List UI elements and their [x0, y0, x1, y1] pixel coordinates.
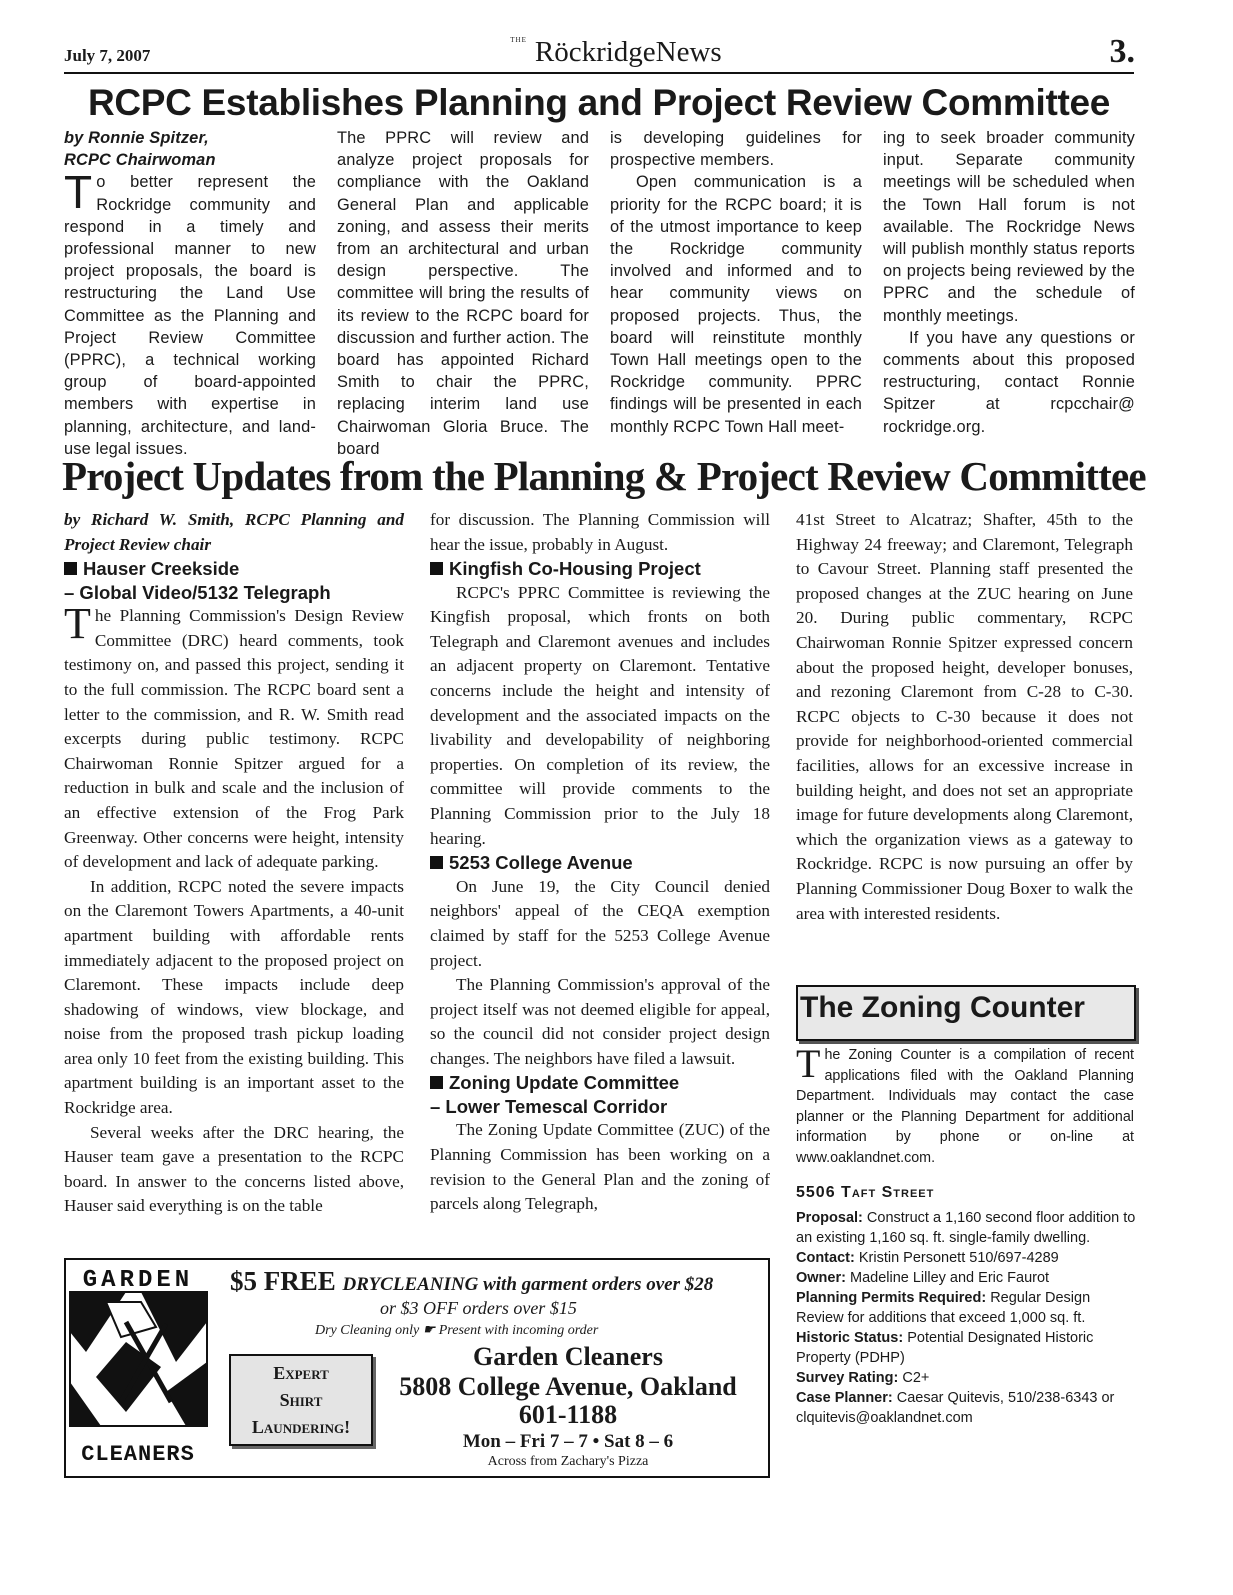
badge-line: Laundering! [251, 1417, 351, 1437]
ad-subline-small: Dry Cleaning only ☛ Present with incoming order [315, 1323, 599, 1338]
masthead [470, 36, 770, 69]
zoning-item [796, 1288, 1136, 1328]
article2-paragraph: Several weeks after the DRC hearing, the Hauser team gave a presentation to the RCPC board. In answer to the concerns listed above, Hauser said everything is on the table [64, 1122, 404, 1216]
zoning-item-value: Regular Design Review for additions that exceed 1,000 sq. ft. [796, 1290, 1091, 1326]
page-number: 3. [1109, 33, 1135, 70]
subhead-kingfish [430, 557, 770, 581]
business-landmark: Across from Zachary's Pizza [487, 1454, 649, 1469]
zoning-item [796, 1328, 1136, 1368]
zoning-address-text: 5506 Taft Street [796, 1184, 935, 1201]
ad-promo-rest: DRYCLEANING with garment orders over $28 [342, 1274, 714, 1295]
zoning-counter-title: The Zoning Counter [800, 991, 1085, 1024]
zoning-address [796, 1184, 934, 1202]
zoning-item-label: Historic Status: [796, 1330, 904, 1346]
subhead-text: Zoning Update Committee [449, 1072, 680, 1094]
article1-paragraph: is developing guidelines for prospective members. [610, 129, 862, 170]
bullet-square-icon [430, 1076, 443, 1089]
article2-paragraph: The Planning Commission's approval of the project itself was not deemed eligible for appeal, so the council did not consider project design changes. The neighbors have filed a lawsuit. [430, 975, 770, 1068]
article1-paragraph: Open communication is a priority for the RCPC board; it is of the utmost importance to keep the Rockridge community involved and informed and to hear community views on proposed projects. Thus, the board will reinstitute monthly Town Hall meetings open to the Rockridge community. PPRC findings will be presented in each monthly RCPC Town Hall meet- [610, 173, 862, 436]
article1-column-2 [337, 127, 589, 460]
zoning-item-value: Kristin Personett 510/697-4289 [858, 1250, 1059, 1266]
bullet-square-icon [430, 562, 443, 575]
bullet-square-icon [64, 562, 77, 575]
zoning-item-value: C2+ [902, 1370, 930, 1386]
zoning-counter-intro [796, 1041, 1134, 1168]
drop-cap: T [64, 166, 93, 219]
zoning-item [796, 1268, 1136, 1288]
masthead-title: RöckridgeNews [534, 36, 722, 68]
article2-byline: by Richard W. Smith, RCPC Planning and Project Review chair [64, 510, 404, 554]
article1-column-4 [883, 127, 1135, 438]
drop-cap: T [64, 599, 91, 649]
article1-text: If you have any questions or comments about this proposed restructuring, contact Ronnie Spitzer at [883, 328, 1135, 414]
zoning-item-value: Potential Designated Historic Property (PDHP) [796, 1330, 1094, 1366]
article1-byline-name: by Ronnie Spitzer, [64, 129, 209, 147]
zoning-item [796, 1248, 1136, 1268]
subhead-text: Kingfish Co-Housing Project [449, 558, 701, 580]
article2-column-2 [430, 508, 770, 1217]
article2-paragraph: for discussion. The Planning Commission will hear the issue, probably in August. [430, 510, 770, 554]
zoning-item-label: Survey Rating: [796, 1370, 899, 1386]
article2-paragraph: 41st Street to Alcatraz; Shafter, 45th to the Highway 24 freeway; and Claremont, Telegraph to Cavour Street. Planning staff presented the proposed changes at the ZUC hearing on June 20. During public commentary, RCPC Chairwoman Ronnie Spitzer expressed concern about the proposed height, developer bonuses, and rezoning Claremont from C-28 to C-30. RCPC objects to C-30 because it does not provide for neighborhood-oriented commercial facilities, allows for an excessive increase in building height, and does not set an appropriate image for future developments along Claremont, which the organization views as a gateway to Rockridge. RCPC is now pursuing an offer by Planning Commissioner Doug Boxer to walk the area with interested residents. [796, 510, 1133, 923]
subhead-hauser-line2: – Global Video/5132 Telegraph [64, 581, 331, 603]
zoning-item [796, 1208, 1136, 1248]
article2-text: he Planning Commission's Design Review Committee (DRC) heard comments, took testimony on, and passed this project, sending it to the full commission. The RCPC board sent a letter to the commission, and R. W. Smith read excerpts during public testimony. RCPC Chairwoman Ronnie Spitzer argued for a reduction in bulk and scale and the inclusion of an effective extension of the Frog Park Greenway. Other concerns were height, intensity of development and lack of adequate parking. [64, 606, 404, 872]
article2-paragraph: On June 19, the City Council denied neighbors' appeal of the CEQA exemption claimed by staff for the 5253 College Avenue project. [430, 876, 770, 970]
article2-column-1 [64, 508, 404, 1219]
zoning-item-label: Planning Permits Required: [796, 1290, 987, 1306]
article1-byline-title: RCPC Chairwoman [64, 151, 216, 170]
zoning-item-label: Contact: [796, 1250, 855, 1266]
business-phone: 601-1188 [518, 1400, 618, 1429]
subhead-text: Hauser Creekside [83, 558, 240, 580]
zoning-item [796, 1388, 1136, 1428]
article1-column-1 [64, 127, 316, 460]
zoning-counter-intro-text: he Zoning Counter is a compilation of recent applications filed with the Oakland Planning Department. Individuals may contact the case planner or the Planning Department for additional information by phone or on-line at www.oaklandnet.com. [796, 1047, 1134, 1166]
contact-email[interactable]: rcpcchair@ rockridge.org. [883, 395, 1135, 436]
business-hours: Mon – Fri 7 – 7 • Sat 8 – 6 [462, 1431, 674, 1452]
business-name: Garden Cleaners [473, 1342, 663, 1371]
badge-line: Expert [273, 1363, 329, 1383]
zoning-item-value: Construct a 1,160 second floor addition to an existing 1,160 sq. ft. single-family dwelling. [796, 1210, 1136, 1246]
bullet-square-icon [430, 856, 443, 869]
issue-date: July 7, 2007 [64, 46, 151, 65]
article2-paragraph: RCPC's PPRC Committee is reviewing the Kingfish proposal, which fronts on both Telegraph and Claremont avenues and includes an adjacent property on Claremont. Tentative concerns include the height and intensity of development and the associated impacts on the livability and developability of neighboring properties. On completion of its review, the committee will provide comments to the Planning Commission prior to the July 18 hearing. [430, 582, 770, 848]
article2-paragraph: In addition, RCPC noted the severe impacts on the Claremont Towers Apartments, a 40-unit apartment building with affordable rents immediately adjacent to the proposed project on Claremont. These impacts include deep shadowing of windows, view blockage, and noise from the proposed trash pickup loading area only 10 feet from the existing building. This apartment building is an important asset to the Rockridge area. [64, 876, 404, 1118]
zoning-item [796, 1368, 1136, 1388]
subhead-hauser [64, 557, 404, 581]
article1-paragraph: The PPRC will review and analyze project proposals for compliance with the Oakland General Plan and applicable zoning, and assess their merits from an architectural and urban design perspective. The committee will bring the results of its review to the RCPC board for discussion and further action. The board has appointed Richard Smith to chair the PPRC, replacing interim land use Chairwoman Gloria Bruce. The board [337, 129, 589, 458]
article2-column-3 [796, 508, 1133, 926]
ad-promo-big: $5 FREE [230, 1266, 336, 1296]
article1-paragraph [64, 166, 316, 460]
ad-promo [230, 1266, 713, 1297]
subhead-zuc-line2: – Lower Temescal Corridor [430, 1095, 668, 1117]
article2-paragraph: The Zoning Update Committee (ZUC) of the Planning Commission has been working on a revision to the General Plan and the zoning of parcels along Telegraph, [430, 1120, 770, 1214]
article1-column-3 [610, 127, 862, 438]
drop-cap: T [796, 1041, 821, 1086]
article1-text: o better represent the Rockridge community and respond in a timely and professional manner to new project proposals, the board is restructuring the Land Use Committee as the Planning and Project Review Committee (PPRC), a technical working group of board-appointed members with expertise in planning, architecture, and land-use legal issues. [64, 173, 316, 458]
masthead-the: THE [510, 36, 527, 44]
article1-headline: RCPC Establishes Planning and Project Review Committee [87, 82, 1111, 123]
zoning-item-value: Caesar Quitevis, 510/238-6343 or clquitevis@oaklandnet.com [796, 1390, 1115, 1426]
article1-paragraph: ing to seek broader community input. Separate community meetings will be scheduled when the Town Hall forum is not available. The Rockridge News will publish monthly status reports on projects being reviewed by the PPRC and the schedule of monthly meetings. [883, 129, 1135, 325]
zoning-item-label: Case Planner: [796, 1390, 893, 1406]
ad-subline: or $3 OFF orders over $15 [380, 1298, 577, 1318]
article2-paragraph [64, 599, 404, 875]
article1-paragraph [883, 327, 1135, 438]
logo-bottom-text: CLEANERS [81, 1442, 195, 1467]
garden-cleaners-logo [66, 1262, 211, 1470]
zoning-item-value: Madeline Lilley and Eric Faurot [849, 1270, 1050, 1286]
business-address: 5808 College Avenue, Oakland [399, 1372, 737, 1401]
zoning-item-label: Owner: [796, 1270, 846, 1286]
subhead-college [430, 851, 770, 875]
header-rule [64, 72, 1134, 74]
logo-top-text: GARDEN [82, 1267, 194, 1294]
zoning-item-label: Proposal: [796, 1210, 863, 1226]
ad-badge-text [231, 1360, 371, 1441]
subhead-zuc [430, 1071, 770, 1095]
badge-line: Shirt [279, 1390, 323, 1410]
subhead-text: 5253 College Avenue [449, 852, 633, 874]
article2-headline: Project Updates from the Planning & Project Review Committee [62, 453, 1146, 499]
zoning-details [796, 1208, 1136, 1428]
